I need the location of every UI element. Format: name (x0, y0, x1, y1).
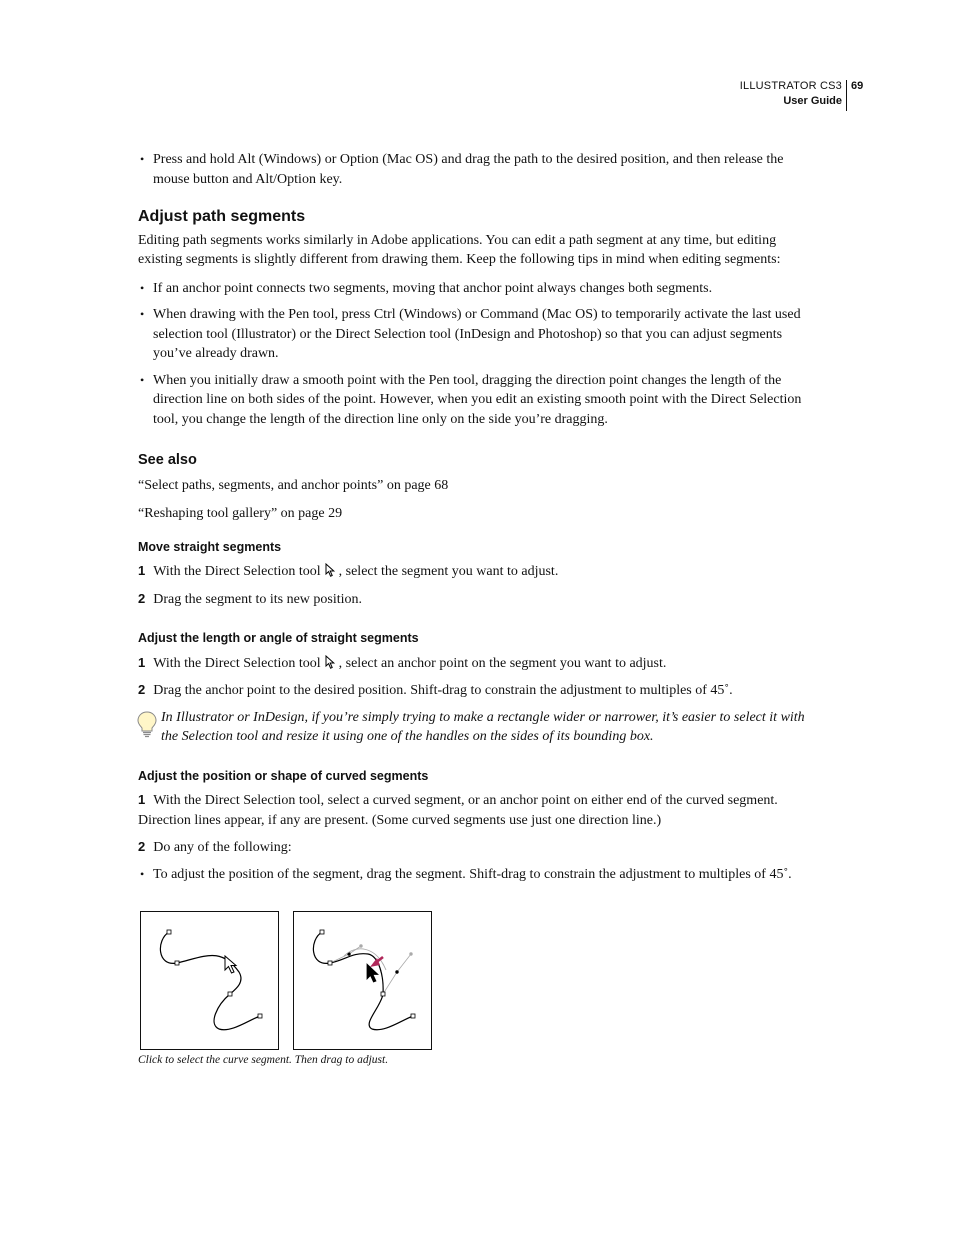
step-number: 1 (138, 563, 146, 578)
page-content (138, 150, 818, 891)
tip-note (138, 708, 818, 747)
section-title: Adjust path segments (138, 208, 306, 225)
see-also-title: See also (138, 452, 197, 468)
header-product: ILLUSTRATOR CS3 (739, 80, 842, 92)
step-text: Drag the segment to its new position. (153, 591, 363, 607)
figure-panel-after (293, 911, 432, 1050)
header-divider (846, 80, 847, 111)
tip-bullet-1: • If an anchor point connects two segments, moving that anchor point always changes both segments. (138, 279, 818, 299)
step-number: 1 (138, 792, 146, 807)
tip-text: In Illustrator or InDesign, if you’re simply trying to make a rectangle wider or narrower, it’s easier to select it with the Selection tool and resize it using one of the handles on the sides of its bounding box. (161, 709, 805, 744)
tip-bullet-3: • When you initially draw a smooth point with the Pen tool, dragging the direction point changes the length of the direction line on both sides of the point. However, when you edit an existing smooth point with the Direct Selection tool, you change the length of the direction line only on the side you’re dragging. (138, 371, 818, 430)
section-body: Editing path segments works similarly in Adobe applications. You can edit a path segment at any time, but editing existing segments is slightly different from drawing them. Keep the following tips in mind when editing segments: (138, 232, 781, 267)
see-also-link-2[interactable]: “Reshaping tool gallery” on page 29 (138, 506, 343, 521)
page-number: 69 (851, 80, 864, 92)
adjust-length-step-2 (138, 680, 818, 701)
move-straight-title: Move straight segments (138, 539, 282, 554)
direct-selection-icon (325, 655, 337, 670)
adjust-curved-bullet: • To adjust the position of the segment, drag the segment. Shift-drag to constrain the adjustment to multiples of 45˚. (138, 865, 818, 885)
lightbulb-icon (136, 710, 158, 738)
adjust-length-title: Adjust the length or angle of straight segments (138, 631, 419, 645)
header-guide: User Guide (783, 95, 842, 107)
step-number: 1 (138, 654, 146, 670)
figure-panel-before (140, 911, 279, 1050)
see-also-link-1[interactable]: “Select paths, segments, and anchor points” on page 68 (138, 477, 449, 493)
curve-after-illustration (294, 912, 431, 1049)
adjust-curved-step-2 (138, 837, 818, 858)
step-text: Drag the anchor point to the desired position. Shift-drag to constrain the adjustment to multiples of 45˚. (153, 683, 733, 698)
step-number: 2 (138, 839, 146, 854)
step-text: Do any of the following: (153, 840, 292, 855)
figure-caption: Click to select the curve segment. Then drag to adjust. (138, 1054, 389, 1066)
step-number: 2 (138, 682, 146, 697)
curve-before-illustration (141, 912, 278, 1049)
move-straight-step-2 (138, 589, 818, 610)
step-text-b: , select the segment you want to adjust. (338, 564, 559, 579)
step-number: 2 (138, 590, 146, 606)
step-text: With the Direct Selection tool, select a curved segment, or an anchor point on either end of the curved segment. Direction lines appear, if any are present. (Some curved segments use just one direction line.) (138, 793, 778, 828)
step-text-a: With the Direct Selection tool (153, 655, 321, 671)
tip-bullet-2: • When drawing with the Pen tool, press Ctrl (Windows) or Command (Mac OS) to temporarily activate the last used selection tool (Illustrator) or the Direct Selection tool (InDesign and Photoshop) so that you can adjust segments you’ve already drawn. (138, 305, 818, 364)
move-straight-step-1 (138, 561, 818, 582)
adjust-curved-step-1 (138, 790, 818, 830)
step-text-a: With the Direct Selection tool (153, 564, 321, 579)
header-text (740, 79, 842, 109)
adjust-length-step-1 (138, 653, 818, 674)
step-text-b: , select an anchor point on the segment you want to adjust. (338, 655, 667, 671)
direct-selection-icon (325, 563, 337, 578)
intro-bullet: • Press and hold Alt (Windows) or Option (Mac OS) and drag the path to the desired position, and then release the mouse button and Alt/Option key. (138, 150, 818, 189)
adjust-curved-title: Adjust the position or shape of curved segments (138, 768, 429, 783)
